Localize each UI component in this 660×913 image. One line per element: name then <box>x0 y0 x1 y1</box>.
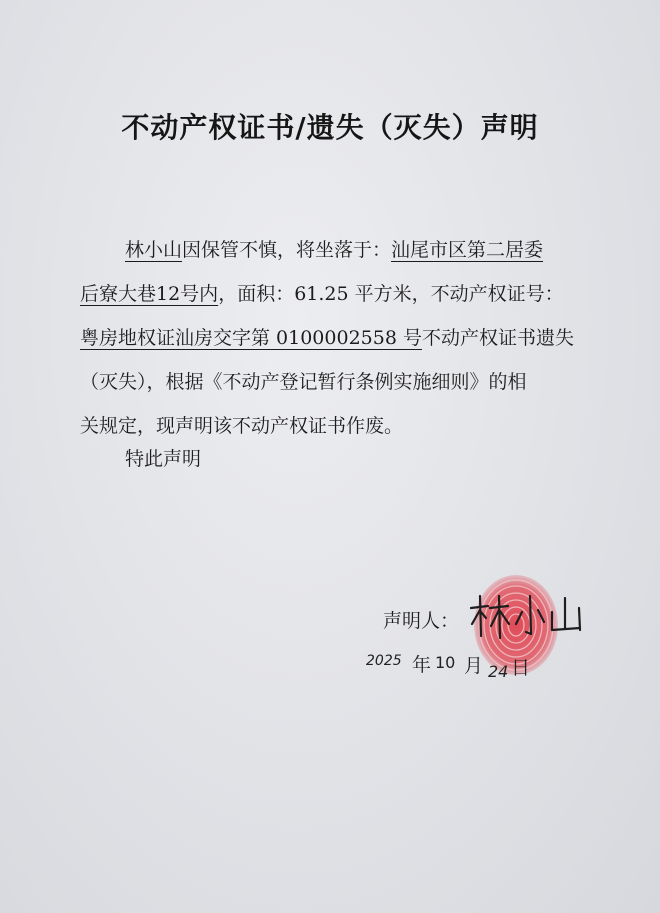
handwritten-signature <box>466 590 586 642</box>
certificate-number: 粤房地权证汕房交字第 0100002558 号 <box>80 327 422 349</box>
document-title-text: 不动产权证书/遗失（灭失）声明 <box>121 111 539 144</box>
signer-label-text: 声明人： <box>383 610 460 632</box>
body-text-3: 不动产权证书遗失 <box>421 327 574 349</box>
document-title <box>0 106 660 146</box>
body-line-3 <box>80 316 600 360</box>
date-month-unit: 月 <box>464 655 484 677</box>
body-text-1: 因保管不慎，将坐落于： <box>182 239 392 261</box>
location-part-1: 汕尾市区第二居委 <box>391 239 544 261</box>
date-day-unit: 日 <box>511 657 531 679</box>
body-line-2 <box>80 272 600 316</box>
body-line-5: 关规定，现声明该不动产权证书作废。 <box>80 415 404 437</box>
body-line-4: （灭失），根据《不动产登记暂行条例实施细则》的相 <box>80 371 527 393</box>
location-part-2: 后寮大巷12号内 <box>80 283 219 305</box>
date-day: 24 <box>488 662 509 681</box>
date-year: 2025 <box>366 653 402 669</box>
date-month: 10 <box>435 653 456 672</box>
body-line-1 <box>80 228 600 272</box>
body-text-2: ，面积：61.25 平方米，不动产权证号： <box>218 283 564 305</box>
declaration-body <box>80 228 600 448</box>
signer-label <box>383 606 459 633</box>
date-year-unit: 年 <box>412 654 432 676</box>
signature-date <box>362 645 562 685</box>
owner-name: 林小山 <box>125 239 183 261</box>
closing-statement: 特此声明 <box>125 448 202 470</box>
